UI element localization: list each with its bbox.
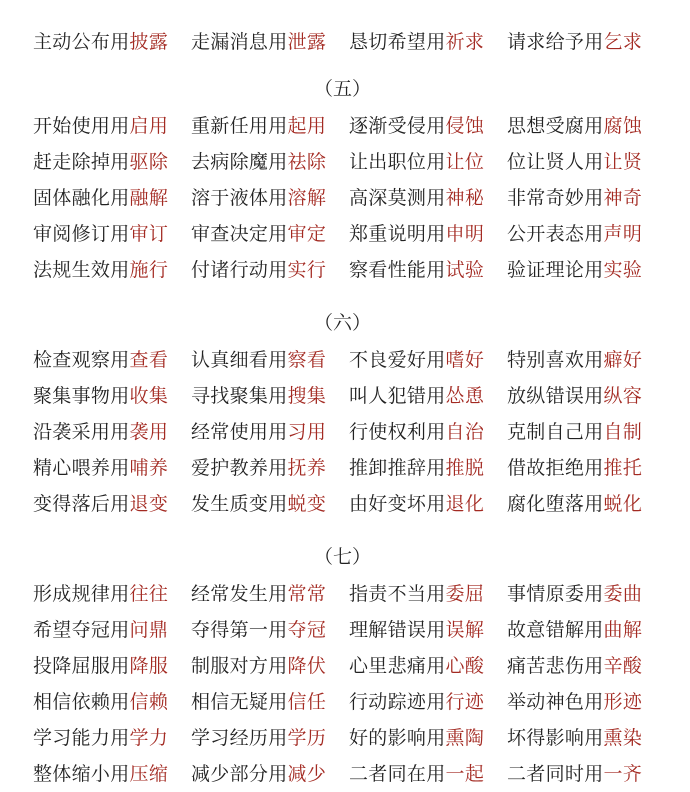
entry-word: 泄露 (287, 31, 327, 53)
entry-definition: 走漏消息用 (191, 31, 288, 53)
entry (33, 486, 191, 522)
entry-definition: 固体融化用 (33, 187, 130, 209)
entry-definition: 察看性能用 (349, 259, 446, 281)
entry-word: 辛酸 (603, 655, 643, 677)
entry-definition: 经常使用用 (191, 421, 288, 443)
entry-word: 侵蚀 (445, 115, 485, 137)
entry-word: 信赖 (129, 691, 169, 713)
entry-word: 融解 (129, 187, 169, 209)
entry-definition: 审查决定用 (191, 223, 288, 245)
entry (191, 378, 349, 414)
entry-definition: 去病除魔用 (191, 151, 288, 173)
entry-definition: 好的影响用 (349, 727, 446, 749)
entry (191, 216, 349, 252)
entry-row (33, 144, 670, 180)
entry-definition: 行动踪迹用 (349, 691, 446, 713)
entry-word: 蜕化 (603, 493, 643, 515)
entry-definition: 减少部分用 (191, 763, 288, 785)
entry (507, 756, 665, 792)
section-header: （五） (313, 78, 371, 100)
entry-definition: 发生质变用 (191, 493, 288, 515)
entry-definition: 举动神色用 (507, 691, 604, 713)
entry-word: 嗜好 (445, 349, 485, 371)
entry-word: 委曲 (603, 583, 643, 605)
entry (349, 24, 507, 60)
entry-definition: 行使权利用 (349, 421, 446, 443)
entry-word: 一起 (445, 763, 485, 785)
entry-definition: 认真细看用 (191, 349, 288, 371)
entry-definition: 开始使用用 (33, 115, 130, 137)
entry (191, 486, 349, 522)
entry-definition: 希望夺冠用 (33, 619, 130, 641)
entry-definition: 学习经历用 (191, 727, 288, 749)
entry-word: 纵容 (603, 385, 643, 407)
entry-definition: 不良爱好用 (349, 349, 446, 371)
entry-word: 溶解 (287, 187, 327, 209)
entry (33, 180, 191, 216)
entry-word: 问鼎 (129, 619, 169, 641)
entry-definition: 夺得第一用 (191, 619, 288, 641)
entry (349, 342, 507, 378)
entry (191, 414, 349, 450)
entry-definition: 投降屈服用 (33, 655, 130, 677)
entry-definition: 溶于液体用 (191, 187, 288, 209)
entry-row (33, 180, 670, 216)
section-header: （六） (313, 312, 371, 334)
entry (507, 342, 665, 378)
entry-word: 启用 (129, 115, 169, 137)
entry (507, 378, 665, 414)
entry-word: 学历 (287, 727, 327, 749)
entry-definition: 理解错误用 (349, 619, 446, 641)
entry (191, 252, 349, 288)
entry (507, 450, 665, 486)
entry-word: 披露 (129, 31, 169, 53)
entry (349, 648, 507, 684)
entry (33, 144, 191, 180)
entry (191, 450, 349, 486)
entry-word: 起用 (287, 115, 327, 137)
entry (33, 612, 191, 648)
entry (349, 450, 507, 486)
entry-definition: 赶走除掉用 (33, 151, 130, 173)
entry-word: 夺冠 (287, 619, 327, 641)
entry (33, 24, 191, 60)
entry-word: 抚养 (287, 457, 327, 479)
entry-row (33, 414, 670, 450)
entry (349, 612, 507, 648)
entry (507, 684, 665, 720)
entry-word: 熏陶 (445, 727, 485, 749)
entry-row (33, 684, 670, 720)
entry-definition: 二者同时用 (507, 763, 604, 785)
entry-definition: 克制自己用 (507, 421, 604, 443)
entry-word: 委屈 (445, 583, 485, 605)
entry-word: 降服 (129, 655, 169, 677)
entry-word: 神秘 (445, 187, 485, 209)
entry-definition: 精心喂养用 (33, 457, 130, 479)
entry-definition: 位让贤人用 (507, 151, 604, 173)
entry (507, 216, 665, 252)
entry (33, 450, 191, 486)
entry-row (33, 24, 670, 60)
entry-definition: 相信无疑用 (191, 691, 288, 713)
entry-word: 祛除 (287, 151, 327, 173)
entry-row (33, 216, 670, 252)
entry (349, 684, 507, 720)
entry-word: 信任 (287, 691, 327, 713)
entry (349, 108, 507, 144)
entry-row (33, 378, 670, 414)
entry (349, 486, 507, 522)
entry-word: 癖好 (603, 349, 643, 371)
entry-word: 压缩 (129, 763, 169, 785)
entry (349, 576, 507, 612)
entry (191, 720, 349, 756)
entry-row (33, 486, 670, 522)
entry-word: 察看 (287, 349, 327, 371)
entry-word: 袭用 (129, 421, 169, 443)
entry (349, 252, 507, 288)
entry-word: 收集 (129, 385, 169, 407)
entry-definition: 痛苦悲伤用 (507, 655, 604, 677)
entry-definition: 事情原委用 (507, 583, 604, 605)
entry-word: 试验 (445, 259, 485, 281)
entry (191, 612, 349, 648)
entry-word: 常常 (287, 583, 327, 605)
entry-row (33, 720, 670, 756)
entry-definition: 检查观察用 (33, 349, 130, 371)
entry (507, 414, 665, 450)
entry-row (33, 252, 670, 288)
entry (349, 756, 507, 792)
entry (33, 342, 191, 378)
entry-word: 自制 (603, 421, 643, 443)
entry (191, 756, 349, 792)
entry (507, 648, 665, 684)
entry-definition: 恳切希望用 (349, 31, 446, 53)
entry-word: 心酸 (445, 655, 485, 677)
entry-word: 驱除 (129, 151, 169, 173)
entry-definition: 故意错解用 (507, 619, 604, 641)
entry-definition: 推卸推辞用 (349, 457, 446, 479)
entry (349, 180, 507, 216)
entry (349, 720, 507, 756)
entry (349, 144, 507, 180)
entry-definition: 二者同在用 (349, 763, 446, 785)
entry-definition: 请求给予用 (507, 31, 604, 53)
entry-row (33, 612, 670, 648)
entry-definition: 沿袭采用用 (33, 421, 130, 443)
entry (33, 216, 191, 252)
entry-definition: 相信依赖用 (33, 691, 130, 713)
entry (33, 378, 191, 414)
entry-definition: 逐渐受侵用 (349, 115, 446, 137)
entry-definition: 经常发生用 (191, 583, 288, 605)
entry-word: 神奇 (603, 187, 643, 209)
entry-word: 让贤 (603, 151, 643, 173)
entry-word: 施行 (129, 259, 169, 281)
entry-word: 蜕变 (287, 493, 327, 515)
entry (191, 144, 349, 180)
entry (507, 24, 665, 60)
entry-definition: 法规生效用 (33, 259, 130, 281)
entry-word: 祈求 (445, 31, 485, 53)
entry (191, 648, 349, 684)
entry-word: 实行 (287, 259, 327, 281)
entry-definition: 聚集事物用 (33, 385, 130, 407)
entry-word: 退变 (129, 493, 169, 515)
entry (191, 576, 349, 612)
entry-word: 哺养 (129, 457, 169, 479)
entry-definition: 验证理论用 (507, 259, 604, 281)
entry-word: 行迹 (445, 691, 485, 713)
entry-definition: 郑重说明用 (349, 223, 446, 245)
entry (33, 576, 191, 612)
entry-definition: 腐化堕落用 (507, 493, 604, 515)
entry-definition: 由好变坏用 (349, 493, 446, 515)
entry-word: 减少 (287, 763, 327, 785)
entry-word: 一齐 (603, 763, 643, 785)
entry-word: 推托 (603, 457, 643, 479)
section-header: （七） (313, 546, 371, 568)
entry-word: 审定 (287, 223, 327, 245)
entry (191, 108, 349, 144)
entry-word: 降伏 (287, 655, 327, 677)
entry-definition: 让出职位用 (349, 151, 446, 173)
entry-word: 腐蚀 (603, 115, 643, 137)
entry-word: 搜集 (287, 385, 327, 407)
entry-row (33, 108, 670, 144)
entry-definition: 坏得影响用 (507, 727, 604, 749)
entry-word: 声明 (603, 223, 643, 245)
entry (33, 756, 191, 792)
entry (507, 612, 665, 648)
entry-definition: 放纵错误用 (507, 385, 604, 407)
entry-word: 退化 (445, 493, 485, 515)
entry-word: 误解 (445, 619, 485, 641)
entry-word: 查看 (129, 349, 169, 371)
entry (33, 252, 191, 288)
entry-definition: 高深莫测用 (349, 187, 446, 209)
entry-definition: 整体缩小用 (33, 763, 130, 785)
entry-word: 推脱 (445, 457, 485, 479)
entry-definition: 付诸行动用 (191, 259, 288, 281)
entry-word: 审订 (129, 223, 169, 245)
entry-row (33, 756, 670, 792)
entry-word: 自治 (445, 421, 485, 443)
entry (507, 144, 665, 180)
entry-word: 怂恿 (445, 385, 485, 407)
entry (507, 252, 665, 288)
entry-definition: 形成规律用 (33, 583, 130, 605)
entry-definition: 寻找聚集用 (191, 385, 288, 407)
entry-definition: 重新任用用 (191, 115, 288, 137)
entry (507, 180, 665, 216)
entry-definition: 制服对方用 (191, 655, 288, 677)
entry (507, 720, 665, 756)
entry-row (33, 576, 670, 612)
entry (349, 216, 507, 252)
entry-word: 习用 (287, 421, 327, 443)
entry-word: 往往 (129, 583, 169, 605)
entry-definition: 公开表态用 (507, 223, 604, 245)
entry-word: 乞求 (603, 31, 643, 53)
entry (349, 378, 507, 414)
entry (33, 108, 191, 144)
entry-word: 熏染 (603, 727, 643, 749)
entry (191, 180, 349, 216)
entry-definition: 主动公布用 (33, 31, 130, 53)
entry-definition: 审阅修订用 (33, 223, 130, 245)
entry-definition: 变得落后用 (33, 493, 130, 515)
entry-word: 形迹 (603, 691, 643, 713)
entry-word: 让位 (445, 151, 485, 173)
entry (507, 486, 665, 522)
entry-definition: 爱护教养用 (191, 457, 288, 479)
entry (33, 414, 191, 450)
entry-definition: 叫人犯错用 (349, 385, 446, 407)
entry (191, 342, 349, 378)
entry-row (33, 648, 670, 684)
entry-row (33, 450, 670, 486)
entry (191, 24, 349, 60)
entry (507, 576, 665, 612)
entry-word: 学力 (129, 727, 169, 749)
entry-definition: 指责不当用 (349, 583, 446, 605)
entry-word: 实验 (603, 259, 643, 281)
entry-definition: 心里悲痛用 (349, 655, 446, 677)
entry (33, 648, 191, 684)
entry (507, 108, 665, 144)
entry (349, 414, 507, 450)
entry (33, 720, 191, 756)
entry-definition: 学习能力用 (33, 727, 130, 749)
entry-row (33, 342, 670, 378)
entry-definition: 思想受腐用 (507, 115, 604, 137)
entry-word: 曲解 (603, 619, 643, 641)
entry-definition: 借故拒绝用 (507, 457, 604, 479)
entry-definition: 非常奇妙用 (507, 187, 604, 209)
entry (33, 684, 191, 720)
entry-word: 申明 (445, 223, 485, 245)
entry (191, 684, 349, 720)
entry-definition: 特别喜欢用 (507, 349, 604, 371)
